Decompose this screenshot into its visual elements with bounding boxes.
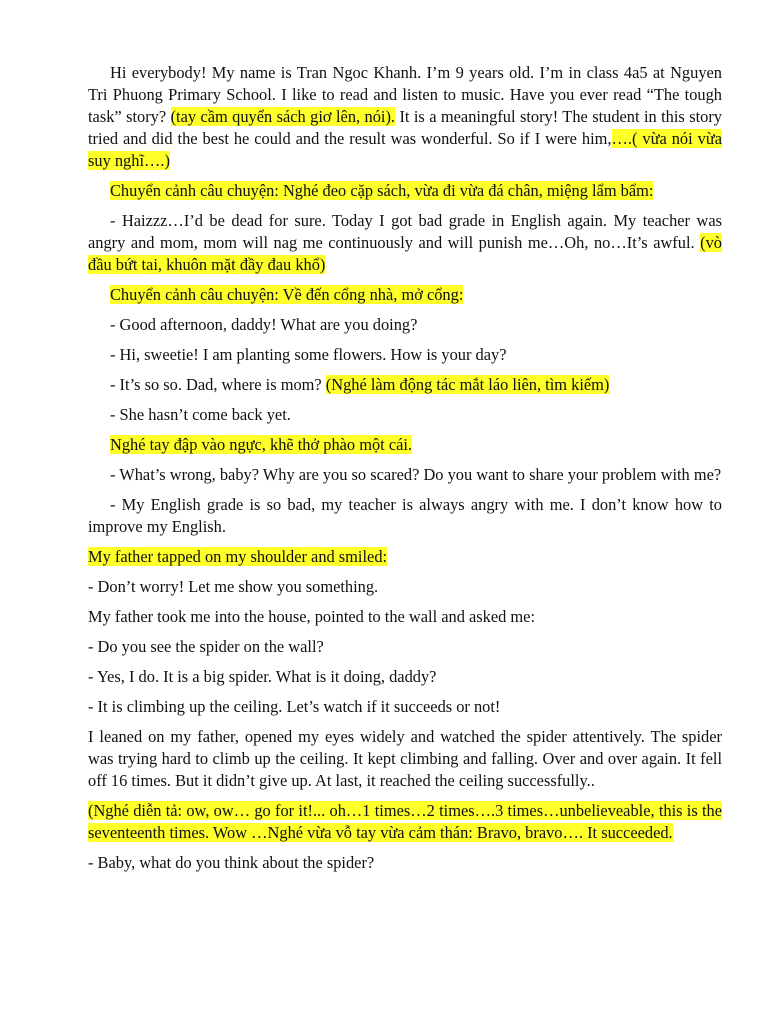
dialogue-line: - Haizzz…I’d be dead for sure. Today I got bad grade in English again. My teacher was angry and mom, mom will nag me continuously and will punish me…Oh, no…It’s awful. (vò đầu bứt tai, khuôn mặt đầy đau khổ): [88, 211, 722, 274]
narration-line: My father took me into the house, pointed to the wall and asked me:: [88, 607, 535, 626]
dialogue-line: - Baby, what do you think about the spider?: [88, 853, 375, 872]
document-page: [88, 62, 722, 882]
dialogue-line: - Do you see the spider on the wall?: [88, 637, 324, 656]
dialogue-line: - She hasn’t come back yet.: [110, 405, 291, 424]
dialogue-line: - Good afternoon, daddy! What are you doing?: [110, 315, 418, 334]
dialogue-line: - Hi, sweetie! I am planting some flowers. How is your day?: [110, 345, 507, 364]
dialogue-line: - It’s so so. Dad, where is mom? (Nghé làm động tác mắt láo liên, tìm kiếm): [110, 375, 610, 394]
dialogue-line: - Don’t worry! Let me show you something.: [88, 577, 379, 596]
dialogue-line: - It is climbing up the ceiling. Let’s watch if it succeeds or not!: [88, 697, 501, 716]
scene-change-1: Chuyển cảnh câu chuyện: Nghé đeo cặp sách, vừa đi vừa đá chân, miệng lẩm bẩm:: [110, 181, 654, 200]
stage-direction-paragraph: (Nghé diễn tả: ow, ow… go for it!... oh…1 times…2 times….3 times…unbelieveable, this is the seventeenth times. Wow …Nghé vừa vỗ tay vừa cảm thán: Bravo, bravo…. It succeeded.: [88, 801, 722, 842]
narration-paragraph: I leaned on my father, opened my eyes widely and watched the spider attentively. The spider was trying hard to climb up the ceiling. It kept climbing and falling. Over and over again. It fell off 16 times. But it didn’t give up. At last, it reached the ceiling successfully..: [88, 727, 722, 790]
dialogue-line: - My English grade is so bad, my teacher is always angry with me. I don’t know how to improve my English.: [88, 495, 722, 536]
scene-change-2: Chuyển cảnh câu chuyện: Về đến cổng nhà, mở cổng:: [110, 285, 464, 304]
stage-direction: (tay cầm quyển sách giơ lên, nói).: [170, 107, 396, 126]
narration-highlight: My father tapped on my shoulder and smiled:: [88, 547, 388, 566]
stage-direction-line: Nghé tay đập vào ngực, khẽ thở phào một cái.: [110, 435, 413, 454]
paragraph-intro: Hi everybody! My name is Tran Ngoc Khanh. I’m 9 years old. I’m in class 4a5 at Nguyen Tri Phuong Primary School. I like to read and listen to music. Have you ever read “The tough task” story? (tay cầm quyển sách giơ lên, nói). It is a meaningful story! The student in this story tried and did the best he could and the result was wonderful. So if I were him,….( vừa nói vừa suy nghĩ….): [88, 63, 722, 170]
stage-direction: (vò đầu bứt tai, khuôn mặt đầy đau khổ): [88, 233, 722, 274]
stage-direction: (Nghé làm động tác mắt láo liên, tìm kiếm): [325, 375, 610, 394]
dialogue-line: - Yes, I do. It is a big spider. What is it doing, daddy?: [88, 667, 437, 686]
dialogue-line: - What’s wrong, baby? Why are you so scared? Do you want to share your problem with me?: [110, 465, 722, 484]
stage-direction: ….( vừa nói vừa suy nghĩ….): [88, 129, 722, 170]
